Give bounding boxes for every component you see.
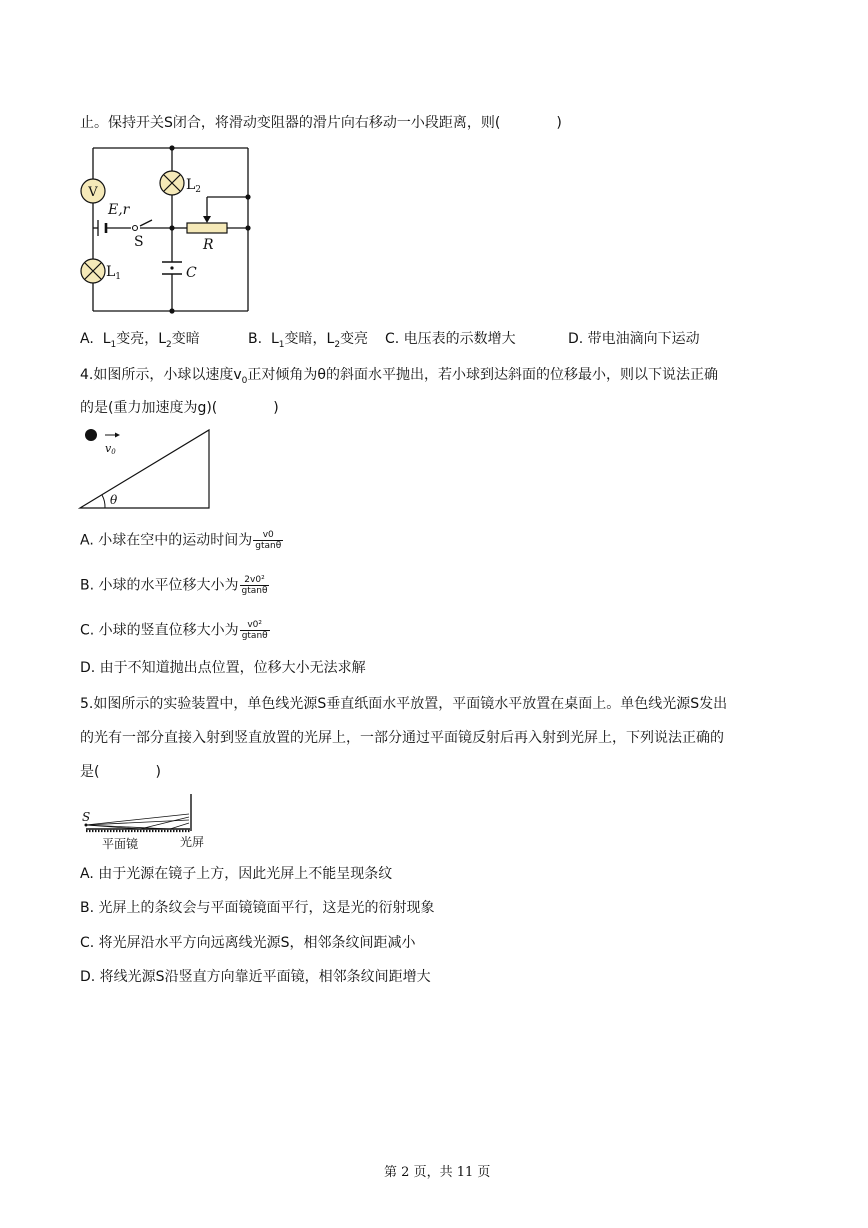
q4-c-numerator: v0² (240, 620, 270, 631)
screen-label: 光屏 (180, 835, 205, 849)
switch-contact (133, 226, 138, 231)
angle-arc (102, 495, 105, 508)
q5-mirror-figure (80, 792, 225, 852)
page-total: 11 (456, 1165, 474, 1180)
svg-text:L1 (106, 264, 121, 282)
q5-stem-line3: 是( ) (80, 764, 161, 780)
q4-option-c[interactable]: C. 小球的竖直位移大小为 $\frac{\text{v0²}}{gtan\theta}$ (80, 620, 268, 641)
q4-b-denominator: gtanθ (241, 586, 268, 596)
q4-a-numerator: v0 (253, 530, 283, 541)
oil-drop (170, 266, 173, 269)
q3-option-c[interactable]: C. 电压表的示数增大 (385, 331, 516, 347)
q3-option-a[interactable]: A. $L_1$变亮，$L_2$变暗 (80, 331, 200, 350)
resistor-label: R (203, 237, 214, 253)
velocity-label: v (105, 442, 112, 455)
q4-a-denominator: gtanθ (255, 541, 282, 551)
resistor (187, 223, 227, 233)
q3-option-d[interactable]: D. 带电油滴向下运动 (568, 331, 700, 347)
q4-c-denominator: gtanθ (241, 631, 268, 641)
lamp1-sub: 1 (115, 272, 122, 282)
q5-stem-line2: 的光有一部分直接入射到竖直放置的光屏上，一部分通过平面镜反射后再入射到光屏上，下列说法正确的 (80, 730, 724, 746)
page-number: 2 (401, 1165, 410, 1180)
lamp1-label: L (106, 264, 116, 280)
lamp-l2 (160, 171, 184, 195)
q5-option-a[interactable]: A. 由于光源在镜子上方，因此光屏上不能呈现条纹 (80, 866, 393, 882)
slider-arrow (203, 216, 211, 223)
capacitor-label: C (186, 265, 197, 281)
svg-text:v0 (105, 442, 116, 456)
q4-stem-line2: 的是(重力加速度为g)( ) (80, 400, 279, 416)
q4-b-numerator: 2v0² (240, 575, 270, 586)
emf-label: E,r (108, 202, 130, 218)
q4-option-a[interactable]: A. 小球在空中的运动时间为 $\frac{v0}{gtan\theta}$ (80, 530, 282, 551)
q4-stem-line1: 4.如图所示，小球以速度$v_0$正对倾角为θ的斜面水平抛出，若小球到达斜面的位移最小，则以下说法正确 (80, 367, 718, 386)
svg-text:L2 (186, 177, 201, 195)
page-footer: 第 2 页，共 11 页 (384, 1165, 491, 1180)
incline (80, 430, 209, 508)
q5-option-b[interactable]: B. 光屏上的条纹会与平面镜镜面平行，这是光的衍射现象 (80, 900, 435, 916)
lamp-l1 (81, 259, 105, 283)
lamp2-label: L (186, 177, 196, 193)
q5-stem-line1: 5.如图所示的实验装置中，单色线光源S垂直纸面水平放置，平面镜水平放置在桌面上。单色线光源S发出 (80, 696, 728, 712)
q5-option-d[interactable]: D. 将线光源S沿竖直方向靠近平面镜，相邻条纹间距增大 (80, 969, 431, 985)
mirror-label: 平面镜 (102, 837, 139, 851)
q4-option-d[interactable]: D. 由于不知道抛出点位置，位移大小无法求解 (80, 660, 366, 676)
lamp2-sub: 2 (195, 185, 202, 195)
voltmeter-label: V (88, 185, 98, 200)
velocity-sub: 0 (111, 448, 116, 456)
light-rays (86, 814, 189, 829)
switch-label: S (134, 234, 144, 250)
q4-incline-figure (78, 424, 218, 512)
q5-option-c[interactable]: C. 将光屏沿水平方向远离线光源S，相邻条纹间距减小 (80, 935, 416, 951)
source-label: S (82, 810, 91, 824)
angle-label: θ (110, 493, 118, 507)
q4-option-b[interactable]: B. 小球的水平位移大小为 $\frac{\text{2v0²}}{gtan\theta}$ (80, 575, 268, 596)
ball (85, 429, 97, 441)
q3-stem: 止。保持开关S闭合，将滑动变阻器的滑片向右移动一小段距离，则( ) (80, 115, 562, 131)
q3-option-b[interactable]: B. $L_1$变暗，$L_2$变亮 (248, 331, 369, 350)
q3-circuit-figure (76, 142, 266, 317)
